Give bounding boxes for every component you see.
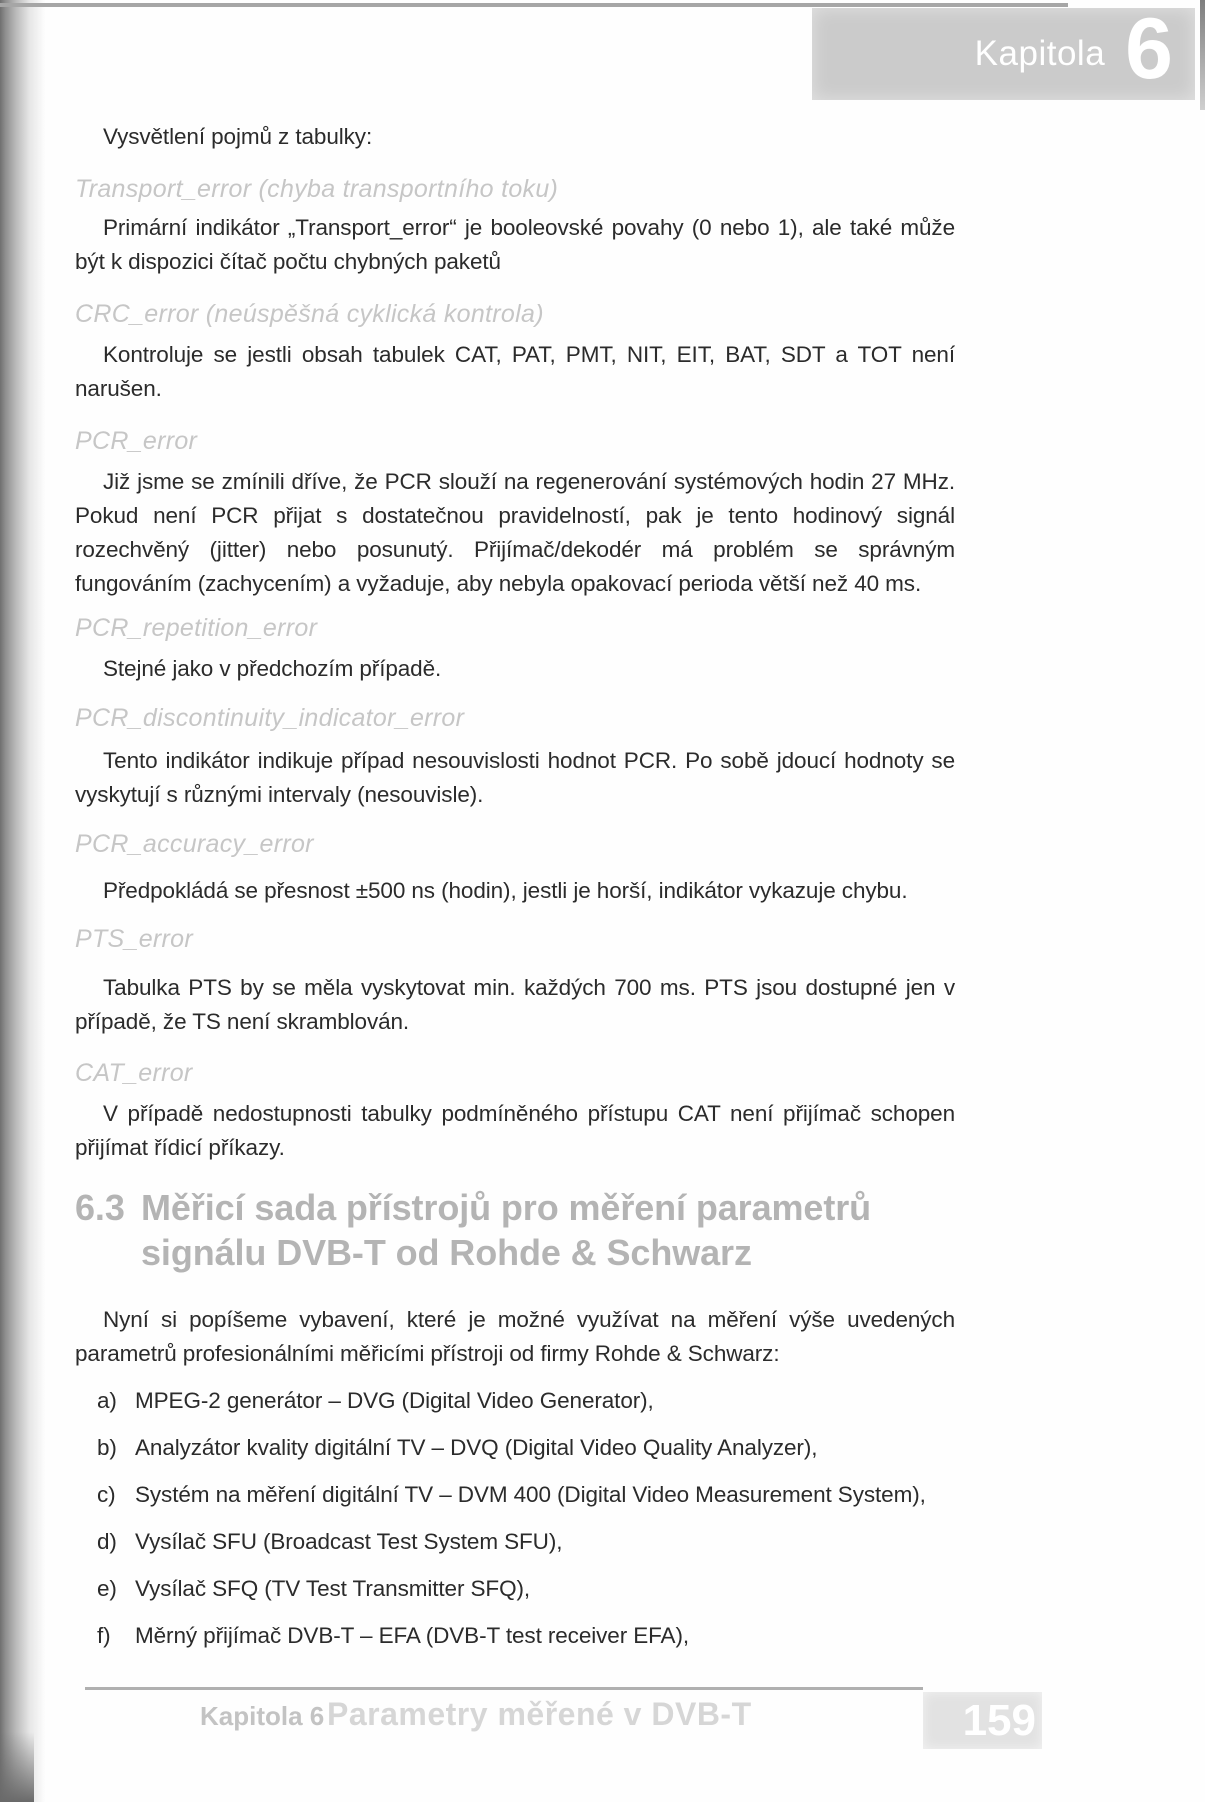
term-heading-pcr-accuracy-error: PCR_accuracy_error bbox=[75, 830, 314, 858]
list-item-text: Měrný přijímač DVB-T – EFA (DVB-T test receiver EFA), bbox=[135, 1623, 690, 1648]
list-item-text: Systém na měření digitální TV – DVM 400 (Digital Video Measurement System), bbox=[135, 1482, 926, 1507]
list-item bbox=[75, 1478, 955, 1512]
term-paragraph: Primární indikátor „Transport_error“ je booleovské povahy (0 nebo 1), ale také může být k dispozici čítač počtu chybných paketů bbox=[75, 215, 955, 274]
footer-running-title: Parametry měřené v DVB-T bbox=[327, 1696, 752, 1732]
term-paragraph: Již jsme se zmínili dříve, že PCR slouží na regenerování systémových hodin 27 MHz. Pokud není PCR přijat s dostatečnou pravidelností, pak je tento hodinový signál rozechvěný (jitter) nebo posunutý. Přijímač/dekodér má problém se správným fungováním (zachycením) a vyžaduje, aby nebyla opakovací perioda větší než 40 ms. bbox=[75, 469, 955, 596]
list-item-text: MPEG-2 generátor – DVG (Digital Video Generator), bbox=[135, 1388, 654, 1413]
list-item bbox=[75, 1619, 955, 1653]
list-item-text: Vysílač SFU (Broadcast Test System SFU), bbox=[135, 1529, 563, 1554]
list-item-marker: b) bbox=[97, 1435, 117, 1460]
term-heading-crc-error: CRC_error (neúspěšná cyklická kontrola) bbox=[75, 300, 544, 328]
list-item-text: Analyzátor kvality digitální TV – DVQ (Digital Video Quality Analyzer), bbox=[135, 1435, 818, 1460]
chapter-number: 6 bbox=[1125, 1, 1173, 98]
term-paragraph: V případě nedostupnosti tabulky podmíněného přístupu CAT není přijímač schopen přijímat řídicí příkazy. bbox=[75, 1101, 955, 1160]
list-item bbox=[75, 1431, 955, 1465]
footer-chapter-label: Kapitola 6 bbox=[200, 1701, 325, 1731]
list-item bbox=[75, 1572, 955, 1606]
term-paragraph: Kontroluje se jestli obsah tabulek CAT, PAT, PMT, NIT, EIT, BAT, SDT a TOT není narušen. bbox=[75, 342, 955, 401]
list-item-text: Vysílač SFQ (TV Test Transmitter SFQ), bbox=[135, 1576, 531, 1601]
list-item-marker: a) bbox=[97, 1388, 117, 1413]
list-item bbox=[75, 1384, 955, 1418]
section-heading bbox=[75, 1185, 955, 1275]
term-paragraph: Stejné jako v předchozím případě. bbox=[103, 656, 442, 681]
term-paragraph: Předpokládá se přesnost ±500 ns (hodin), jestli je horší, indikátor vykazuje chybu. bbox=[103, 878, 908, 903]
term-heading-pcr-repetition-error: PCR_repetition_error bbox=[75, 614, 318, 642]
equipment-list bbox=[75, 1384, 955, 1653]
term-heading-pts-error: PTS_error bbox=[75, 925, 194, 953]
scan-corner-shadow bbox=[0, 1732, 34, 1802]
section-number: 6.3 bbox=[75, 1187, 125, 1228]
term-paragraph: Tabulka PTS by se měla vyskytovat min. každých 700 ms. PTS jsou dostupné jen v případě, že TS není skramblován. bbox=[75, 975, 955, 1034]
section-title: Měřicí sada přístrojů pro měření parametrů signálu DVB-T od Rohde & Schwarz bbox=[141, 1187, 872, 1273]
list-item-marker: e) bbox=[97, 1576, 117, 1601]
page-number: 159 bbox=[962, 1695, 1036, 1745]
page-number-box bbox=[923, 1692, 1042, 1749]
list-item-marker: c) bbox=[97, 1482, 116, 1507]
chapter-label: Kapitola bbox=[974, 34, 1106, 73]
list-item bbox=[75, 1525, 955, 1559]
intro-line: Vysvětlení pojmů z tabulky: bbox=[103, 124, 373, 149]
term-heading-pcr-error: PCR_error bbox=[75, 427, 198, 455]
term-paragraph: Tento indikátor indikuje případ nesouvislosti hodnot PCR. Po sobě jdoucí hodnoty se vyskytují s různými intervaly (nesouvisle). bbox=[75, 748, 955, 807]
page-body bbox=[75, 0, 955, 1653]
list-item-marker: d) bbox=[97, 1529, 117, 1554]
section-intro-paragraph: Nyní si popíšeme vybavení, které je možné využívat na měření výše uvedených parametrů profesionálními měřicími přístroji od firmy Rohde & Schwarz: bbox=[75, 1307, 955, 1366]
term-heading-pcr-discontinuity-indicator-error: PCR_discontinuity_indicator_error bbox=[75, 704, 465, 732]
scan-right-edge-mark bbox=[1200, 0, 1205, 110]
footer-rule bbox=[85, 1687, 923, 1690]
term-heading-cat-error: CAT_error bbox=[75, 1059, 193, 1087]
list-item-marker: f) bbox=[97, 1623, 111, 1648]
scan-gutter-shadow bbox=[0, 0, 46, 1802]
term-heading-transport-error: Transport_error (chyba transportního toku) bbox=[75, 175, 559, 203]
